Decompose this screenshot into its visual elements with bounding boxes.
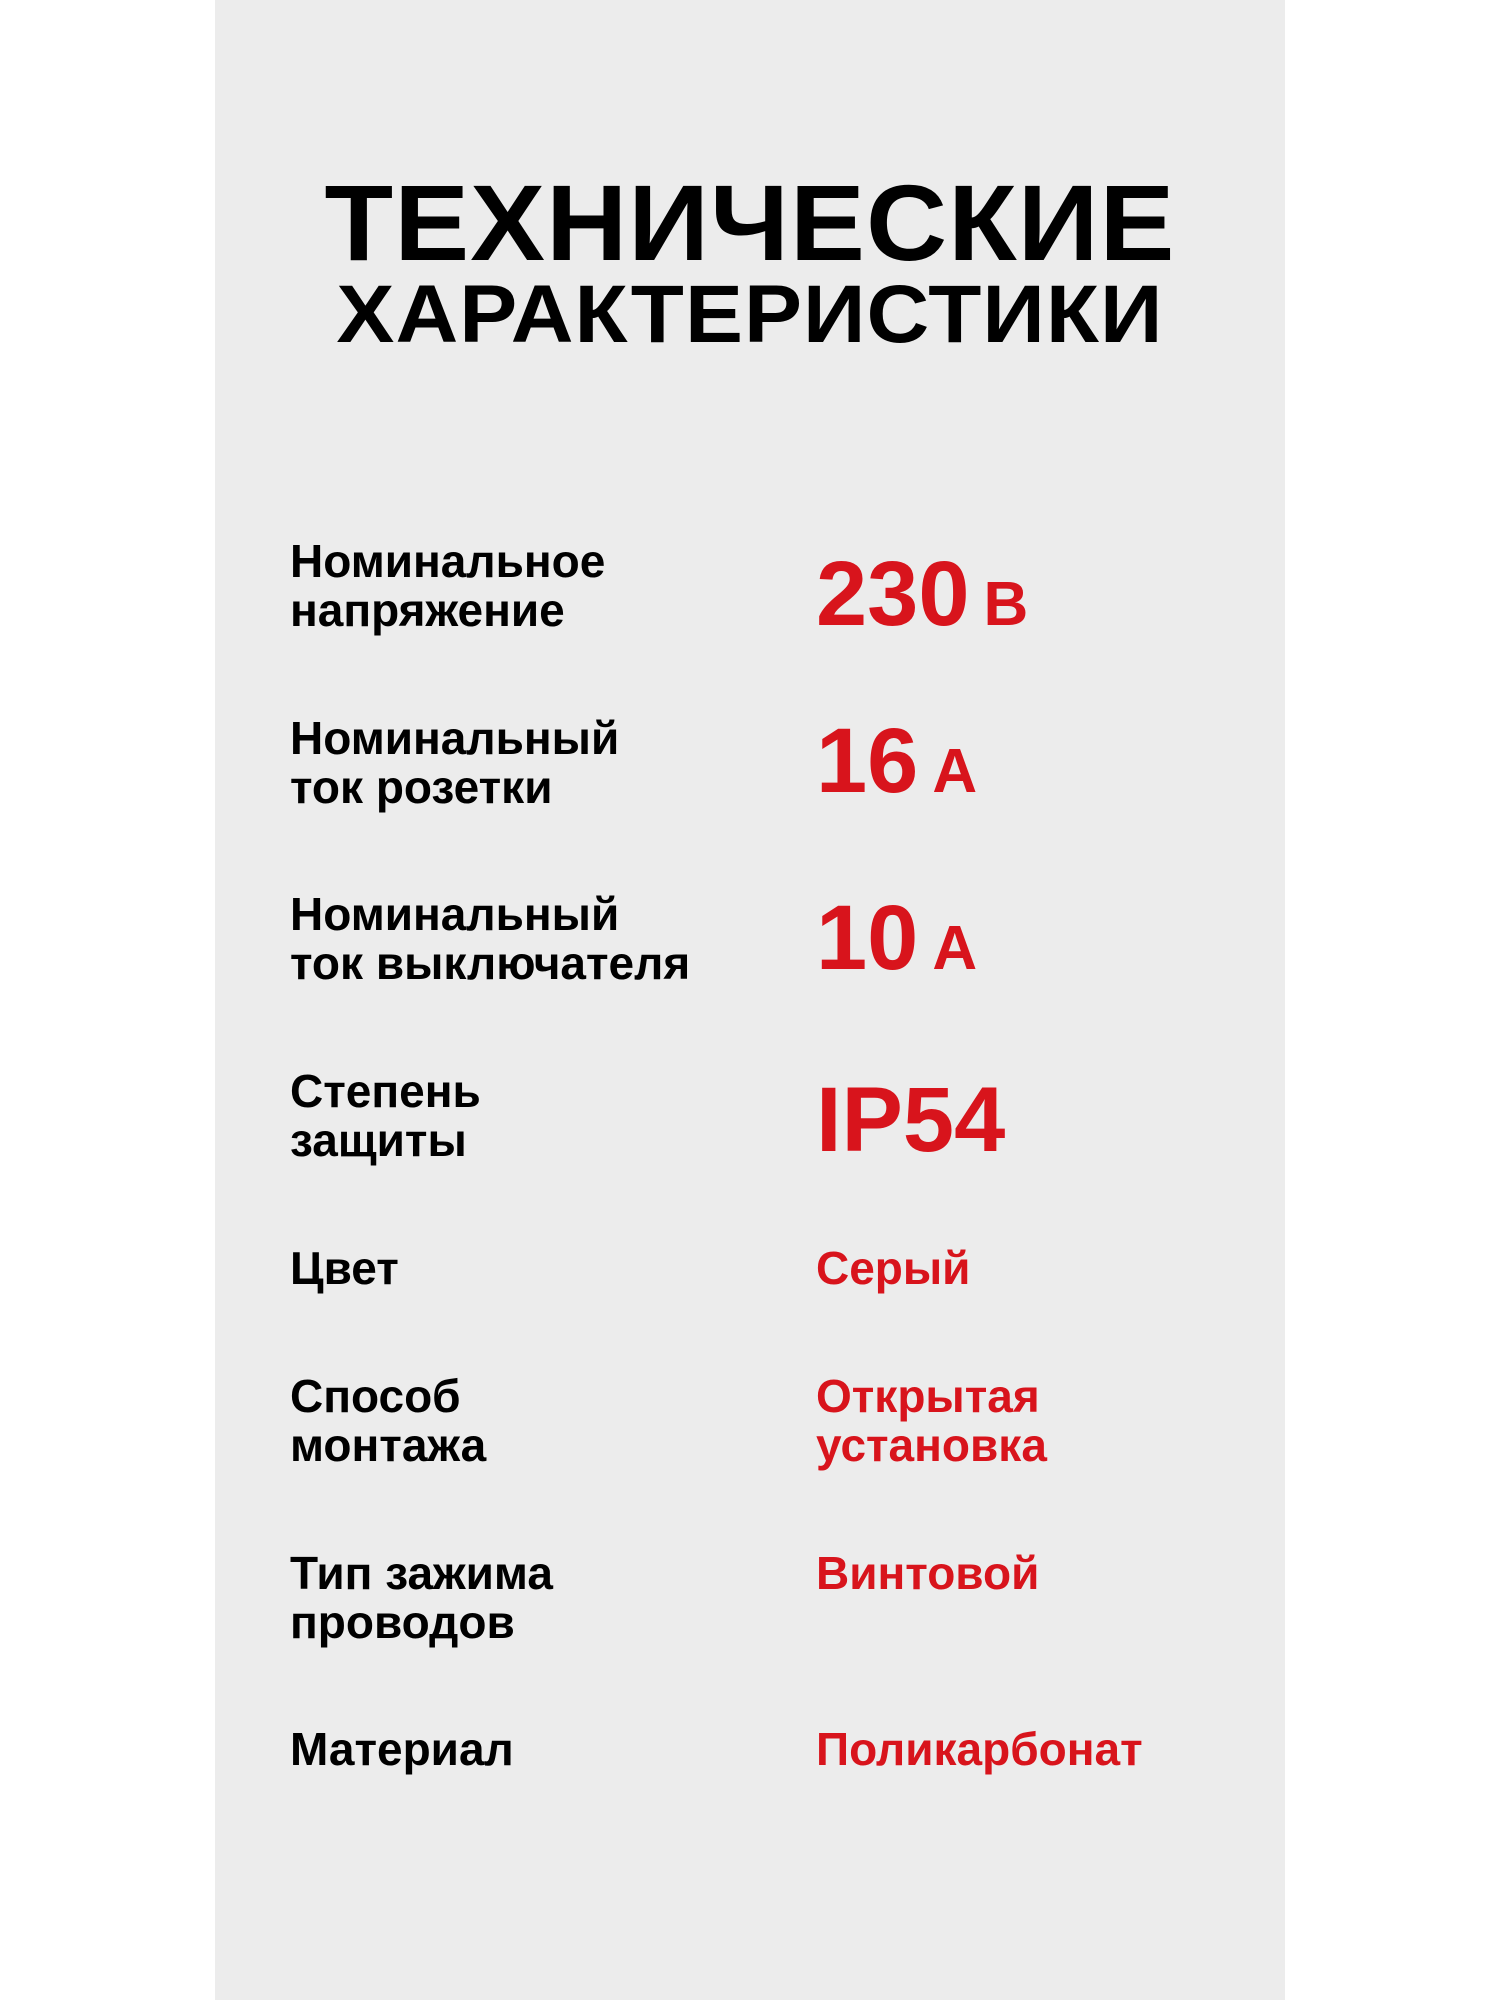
spec-label-color (290, 1244, 399, 1293)
spec-value-color: Серый (816, 1242, 971, 1294)
spec-value-mounting (816, 1372, 1047, 1470)
spec-label-wire-clamp (290, 1549, 553, 1647)
page-title-line2: ХАРАКТЕРИСТИКИ (336, 269, 1164, 360)
page-title-line1: ТЕХНИЧЕСКИЕ (324, 162, 1176, 283)
spec-label-socket-current-line1: Номинальный (290, 712, 620, 764)
spec-label-socket-current-line2: ток розетки (290, 761, 553, 813)
spec-value-switch-current-number: 10 (816, 887, 919, 989)
spec-label-switch-current (290, 890, 690, 988)
spec-value-material: Поликарбонат (816, 1723, 1143, 1775)
spec-label-mounting-line2: монтажа (290, 1419, 487, 1471)
spec-label-color-line1: Цвет (290, 1242, 399, 1294)
spec-label-switch-current-line2: ток выключателя (290, 937, 691, 989)
spec-label-voltage-line1: Номинальное (290, 535, 606, 587)
spec-value-socket-current (816, 710, 978, 820)
spec-label-protection (290, 1067, 481, 1165)
spec-value-voltage-unit: В (983, 570, 1029, 639)
spec-label-wire-clamp-line2: проводов (290, 1596, 515, 1648)
spec-label-material-line1: Материал (290, 1723, 514, 1775)
spec-value-mounting-line1: Открытая (816, 1370, 1040, 1422)
spec-label-mounting (290, 1372, 486, 1470)
spec-value-wire-clamp: Винтовой (816, 1547, 1040, 1599)
spec-card (215, 0, 1285, 2000)
spec-label-protection-line1: Степень (290, 1065, 481, 1117)
spec-label-voltage-line2: напряжение (290, 584, 565, 636)
spec-value-socket-current-unit: А (932, 737, 978, 806)
spec-value-mounting-line2: установка (816, 1419, 1047, 1471)
spec-value-switch-current-unit: А (932, 914, 978, 983)
spec-value-protection: IP54 (816, 1069, 1006, 1171)
spec-label-protection-line2: защиты (290, 1114, 467, 1166)
spec-label-wire-clamp-line1: Тип зажима (290, 1547, 553, 1599)
spec-value-voltage-number: 230 (816, 543, 970, 645)
spec-label-switch-current-line1: Номинальный (290, 888, 620, 940)
spec-label-voltage (290, 537, 605, 635)
spec-value-switch-current (816, 887, 978, 997)
spec-value-socket-current-number: 16 (816, 710, 919, 812)
spec-value-voltage (816, 543, 1029, 653)
spec-label-socket-current (290, 714, 619, 812)
spec-label-mounting-line1: Способ (290, 1370, 461, 1422)
spec-label-material (290, 1725, 514, 1774)
